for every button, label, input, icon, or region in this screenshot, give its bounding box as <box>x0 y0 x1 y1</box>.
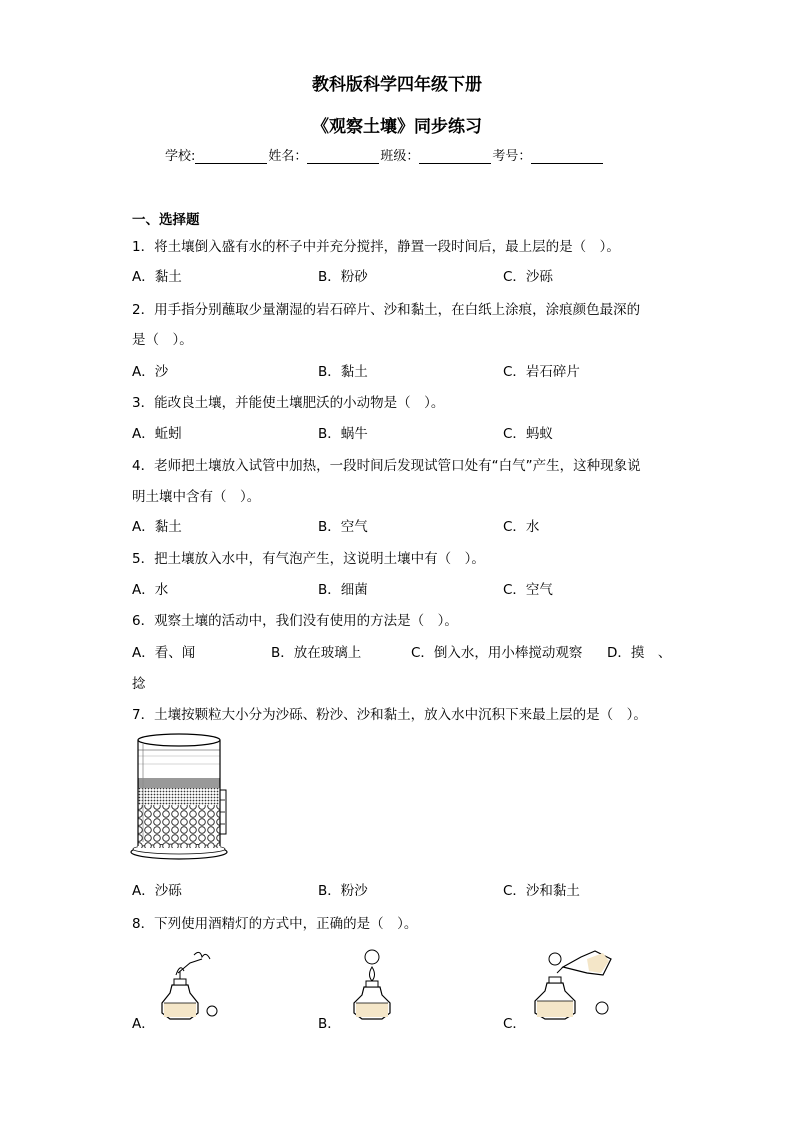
question-2-text-cont: 是（ ）。 <box>132 332 193 348</box>
question-2-text: 2．用手指分别蘸取少量潮湿的岩石碎片、沙和黏土，在白纸上涂痕，涂痕颜色最深的 <box>132 302 641 318</box>
page-subtitle: 《观察土壤》同步练习 <box>312 117 482 137</box>
question-2-option-b[interactable]: B．黏土 <box>318 364 368 380</box>
question-4-option-a[interactable]: A．黏土 <box>132 519 182 535</box>
question-7-option-c[interactable]: C．沙和黏土 <box>503 883 580 899</box>
question-3-option-b[interactable]: B．蜗牛 <box>318 426 368 442</box>
question-8-option-b[interactable]: B． <box>318 1016 341 1032</box>
question-1-option-a[interactable]: A．黏土 <box>132 269 182 285</box>
question-5-option-b[interactable]: B．细菌 <box>318 582 368 598</box>
question-6-option-b[interactable]: B．放在玻璃上 <box>271 645 362 661</box>
alcohol-lamp-icon <box>342 945 402 1025</box>
question-8-text: 8．下列使用酒精灯的方式中，正确的是（ ）。 <box>132 916 418 932</box>
exam-no-label: 考号： <box>492 149 532 164</box>
page-title: 教科版科学四年级下册 <box>312 75 482 95</box>
section-heading: 一、选择题 <box>132 212 200 228</box>
question-6-option-c[interactable]: C．倒入水，用小棒搅动观察 <box>411 645 583 661</box>
name-label: 姓名： <box>268 149 308 164</box>
beaker-sediment-icon <box>126 730 236 862</box>
school-label: 学校: <box>165 149 196 164</box>
question-6-option-d[interactable]: D．摸 、 <box>607 645 672 661</box>
school-field[interactable] <box>195 149 267 164</box>
question-7-text: 7．土壤按颗粒大小分为沙砾、粉沙、沙和黏土，放入水中沉积下来最上层的是（ ）。 <box>132 707 647 723</box>
question-1-option-c[interactable]: C．沙砾 <box>503 269 553 285</box>
question-8-option-c[interactable]: C． <box>503 1016 526 1032</box>
question-4-option-b[interactable]: B．空气 <box>318 519 368 535</box>
alcohol-lamp-icon <box>150 945 230 1025</box>
question-6-option-a[interactable]: A．看、闻 <box>132 645 196 661</box>
question-1-text: 1．将土壤倒入盛有水的杯子中并充分搅拌，静置一段时间后，最上层的是（ ）。 <box>132 239 620 255</box>
question-7-option-a[interactable]: A．沙砾 <box>132 883 182 899</box>
question-4-text-cont: 明土壤中含有（ ）。 <box>132 489 261 505</box>
question-4-option-c[interactable]: C．水 <box>503 519 540 535</box>
question-6-text: 6．观察土壤的活动中，我们没有使用的方法是（ ）。 <box>132 613 458 629</box>
name-field[interactable] <box>307 149 379 164</box>
question-5-option-a[interactable]: A．水 <box>132 582 169 598</box>
question-3-option-c[interactable]: C．蚂蚁 <box>503 426 553 442</box>
question-5-option-c[interactable]: C．空气 <box>503 582 553 598</box>
alcohol-lamp-icon <box>525 945 620 1025</box>
question-5-text: 5．把土壤放入水中，有气泡产生，这说明土壤中有（ ）。 <box>132 551 485 567</box>
question-7-option-b[interactable]: B．粉沙 <box>318 883 368 899</box>
class-label: 班级： <box>380 149 420 164</box>
question-4-text: 4．老师把土壤放入试管中加热，一段时间后发现试管口处有“白气”产生，这种现象说 <box>132 458 641 474</box>
class-field[interactable] <box>419 149 491 164</box>
question-3-option-a[interactable]: A．蚯蚓 <box>132 426 182 442</box>
question-2-option-c[interactable]: C．岩石碎片 <box>503 364 580 380</box>
question-1-option-b[interactable]: B．粉砂 <box>318 269 368 285</box>
question-2-option-a[interactable]: A．沙 <box>132 364 169 380</box>
question-3-text: 3．能改良土壤，并能使土壤肥沃的小动物是（ ）。 <box>132 395 445 411</box>
question-6-option-d-cont: 捻 <box>132 676 146 692</box>
question-8-option-a[interactable]: A． <box>132 1016 155 1032</box>
student-info-line <box>165 145 604 164</box>
exam-no-field[interactable] <box>531 149 603 164</box>
